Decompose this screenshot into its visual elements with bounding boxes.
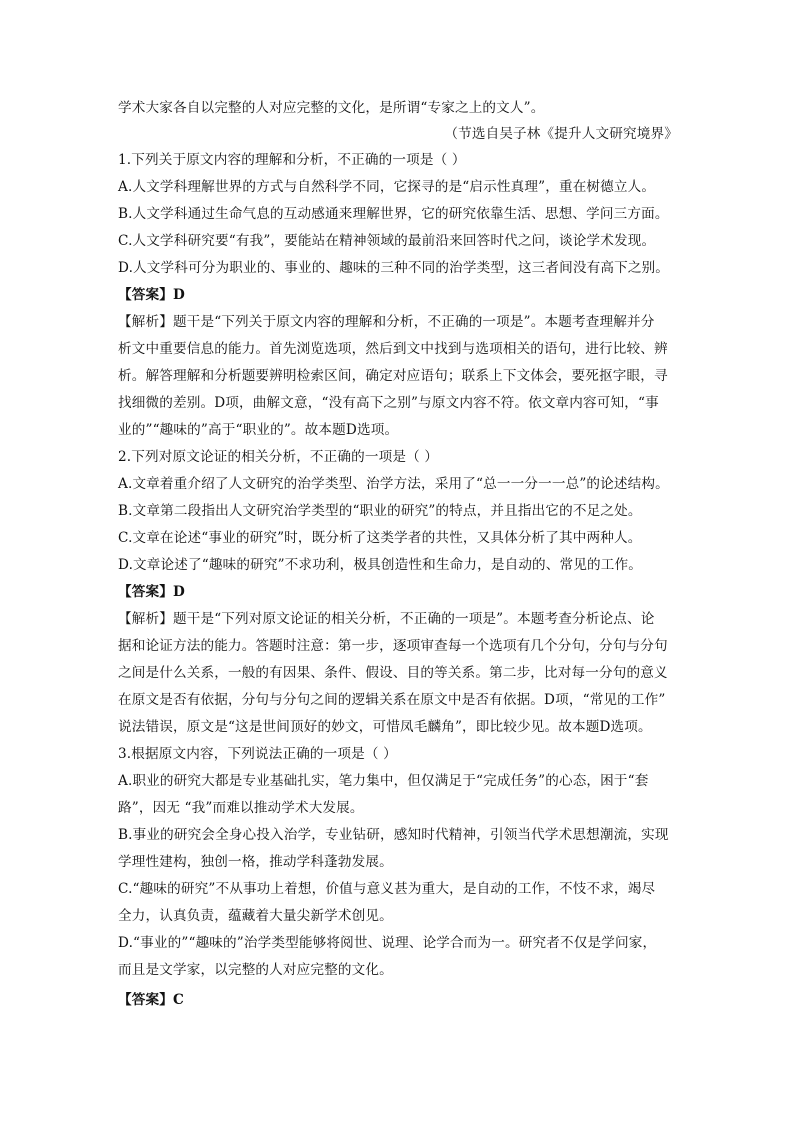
question-1-analysis: 找细微的差别。D项，曲解文意，“没有高下之别”与原文内容不符。依文章内容可知，“事 (118, 395, 659, 411)
question-2-option-d: D.文章论述了“趣味的研究”不求功利，极具创造性和生命力，是自动的、常见的工作。 (118, 557, 643, 573)
question-2-analysis: 之间是什么关系，一般的有因果、条件、假设、目的等关系。第二步，比对每一分句的意义 (118, 665, 668, 681)
question-1-answer: 【答案】D (118, 287, 185, 303)
question-3-option-b: 学理性建构，独创一格，推动学科蓬勃发展。 (118, 854, 393, 870)
question-2-answer: 【答案】D (118, 584, 185, 600)
question-1-stem: 1.下列关于原文内容的理解和分析，不正确的一项是（ ） (118, 152, 466, 168)
question-1-analysis: 【解析】题干是“下列关于原文内容的理解和分析，不正确的一项是”。本题考查理解并分 (118, 314, 655, 330)
question-3-answer: 【答案】C (118, 992, 184, 1008)
text-line: 学术大家各自以完整的人对应完整的文化，是所谓“专家之上的文人”。 (118, 100, 545, 116)
source-citation: （节选自吴子林《提升人文研究境界》 (444, 126, 678, 142)
question-2-option-a: A.文章着重介绍了人文研究的治学类型、治学方法，采用了“总一一分一一总”的论述结构。 (118, 476, 669, 492)
question-1-analysis: 析。解答理解和分析题要辨明检索区间，确定对应语句；联系上下文体会，要死抠字眼，寻 (118, 368, 668, 384)
question-3-option-b: B.事业的研究会全身心投入治学，专业钻研，感知时代精神，引领当代学术思想潮流，实现 (118, 827, 669, 843)
question-2-stem: 2.下列对原文论证的相关分析，不正确的一项是（ ） (118, 449, 439, 465)
question-1-analysis: 业的”“趣味的”高于“职业的”。故本题D选项。 (118, 422, 399, 438)
question-2-option-b: B.文章第二段指出人文研究治学类型的“职业的研究”的特点，并且指出它的不足之处。 (118, 503, 642, 519)
question-2-analysis: 据和论证方法的能力。答题时注意：第一步，逐项审查每一个选项有几个分句，分句与分句 (118, 638, 668, 654)
question-3-option-c: 全力，认真负责，蕴藏着大量尖新学术创见。 (118, 908, 393, 924)
question-1-option-d: D.人文学科可分为职业的、事业的、趣味的三种不同的治学类型，这三者间没有高下之别。 (118, 260, 670, 276)
question-2-analysis: 在原文是否有依据，分句与分句之间的逻辑关系在原文中是否有依据。D项，“常见的工作” (118, 692, 666, 708)
question-2-analysis: 【解析】题干是“下列对原文论证的相关分析，不正确的一项是”。本题考查分析论点、论 (118, 611, 655, 627)
question-2-option-c: C.文章在论述“事业的研究”时，既分析了这类学者的共性，又具体分析了其中两种人。 (118, 530, 642, 546)
question-3-option-c: C.“趣味的研究”不从事功上着想，价值与意义甚为重大，是自动的工作，不忮不求，竭尽 (118, 881, 656, 897)
question-3-option-a: A.职业的研究大都是专业基础扎实，笔力集中，但仅满足于“完成任务”的心态，困于“套 (118, 773, 649, 789)
question-1-analysis: 析文中重要信息的能力。首先浏览选项，然后到文中找到与选项相关的语句，进行比较、辨 (118, 341, 668, 357)
question-1-option-a: A.人文学科理解世界的方式与自然科学不同，它探寻的是“启示性真理”，重在树德立人。 (118, 179, 656, 195)
question-2-analysis: 说法错误，原文是“这是世间顶好的妙文，可惜凤毛麟角”，即比较少见。故本题D选项。 (118, 719, 652, 735)
question-3-stem: 3.根据原文内容，下列说法正确的一项是（ ） (118, 746, 397, 762)
question-1-option-c: C.人文学科研究要“有我”，要能站在精神领域的最前沿来回答时代之问，谈论学术发现。 (118, 233, 656, 249)
question-3-option-d: 而且是文学家，以完整的人对应完整的文化。 (118, 962, 393, 978)
question-1-option-b: B.人文学科通过生命气息的互动感通来理解世界，它的研究依靠生活、思想、学问三方面。 (118, 206, 669, 222)
question-3-option-d: D.“事业的”“趣味的”治学类型能够将阅世、说理、论学合而为一。研究者不仅是学问家， (118, 935, 657, 951)
question-3-option-a: 路”，因无 “我”而难以推动学术大发展。 (118, 800, 364, 816)
